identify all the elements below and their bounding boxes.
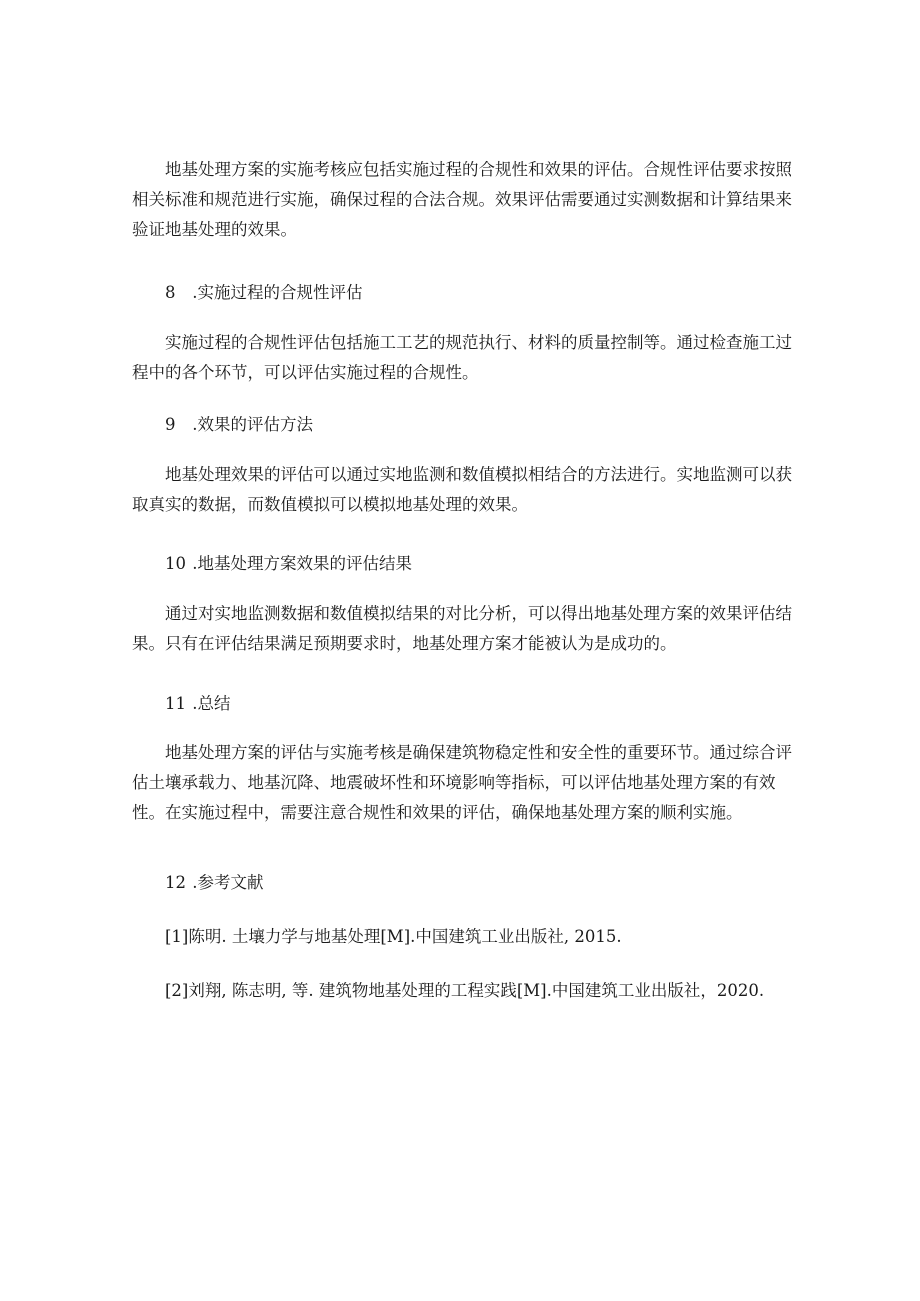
section-heading-12 [132, 868, 835, 898]
section-title: .效果的评估方法 [192, 415, 313, 434]
section-number: 12 [165, 873, 186, 892]
section-title: .地基处理方案效果的评估结果 [192, 554, 412, 573]
section-body-9: 地基处理效果的评估可以通过实地监测和数值模拟相结合的方法进行。实地监测可以获取真实的数据，而数值模拟可以模拟地基处理的效果。 [132, 465, 792, 514]
section-number: 10 [165, 554, 186, 573]
section-body-8: 实施过程的合规性评估包括施工工艺的规范执行、材料的质量控制等。通过检查施工过程中的各个环节，可以评估实施过程的合规性。 [132, 333, 792, 382]
reference-item-2: [2]刘翔, 陈志明, 等. 建筑物地基处理的工程实践[M].中国建筑工业出版社，2020. [165, 981, 765, 1000]
section-body-10: 通过对实地监测数据和数值模拟结果的对比分析，可以得出地基处理方案的效果评估结果。只有在评估结果满足预期要求时，地基处理方案才能被认为是成功的。 [132, 604, 792, 653]
section-title: .实施过程的合规性评估 [192, 283, 363, 302]
section-heading-11 [132, 689, 835, 719]
section-number: 9 [165, 415, 176, 434]
section-title: .参考文献 [192, 873, 264, 892]
section-number: 8 [165, 283, 176, 302]
section-title: .总结 [192, 694, 231, 713]
section-heading-8 [132, 278, 835, 308]
intro-paragraph: 地基处理方案的实施考核应包括实施过程的合规性和效果的评估。合规性评估要求按照相关标准和规范进行实施，确保过程的合法合规。效果评估需要通过实测数据和计算结果来验证地基处理的效果。 [132, 160, 792, 239]
section-heading-9 [132, 410, 835, 440]
section-heading-10 [132, 549, 835, 579]
section-body-11: 地基处理方案的评估与实施考核是确保建筑物稳定性和安全性的重要环节。通过综合评估土壤承载力、地基沉降、地震破坏性和环境影响等指标，可以评估地基处理方案的有效性。在实施过程中，需要注意合规性和效果的评估，确保地基处理方案的顺利实施。 [132, 743, 792, 822]
section-number: 11 [165, 694, 186, 713]
reference-item-1: [1]陈明. 土壤力学与地基处理[M].中国建筑工业出版社, 2015. [165, 927, 622, 946]
